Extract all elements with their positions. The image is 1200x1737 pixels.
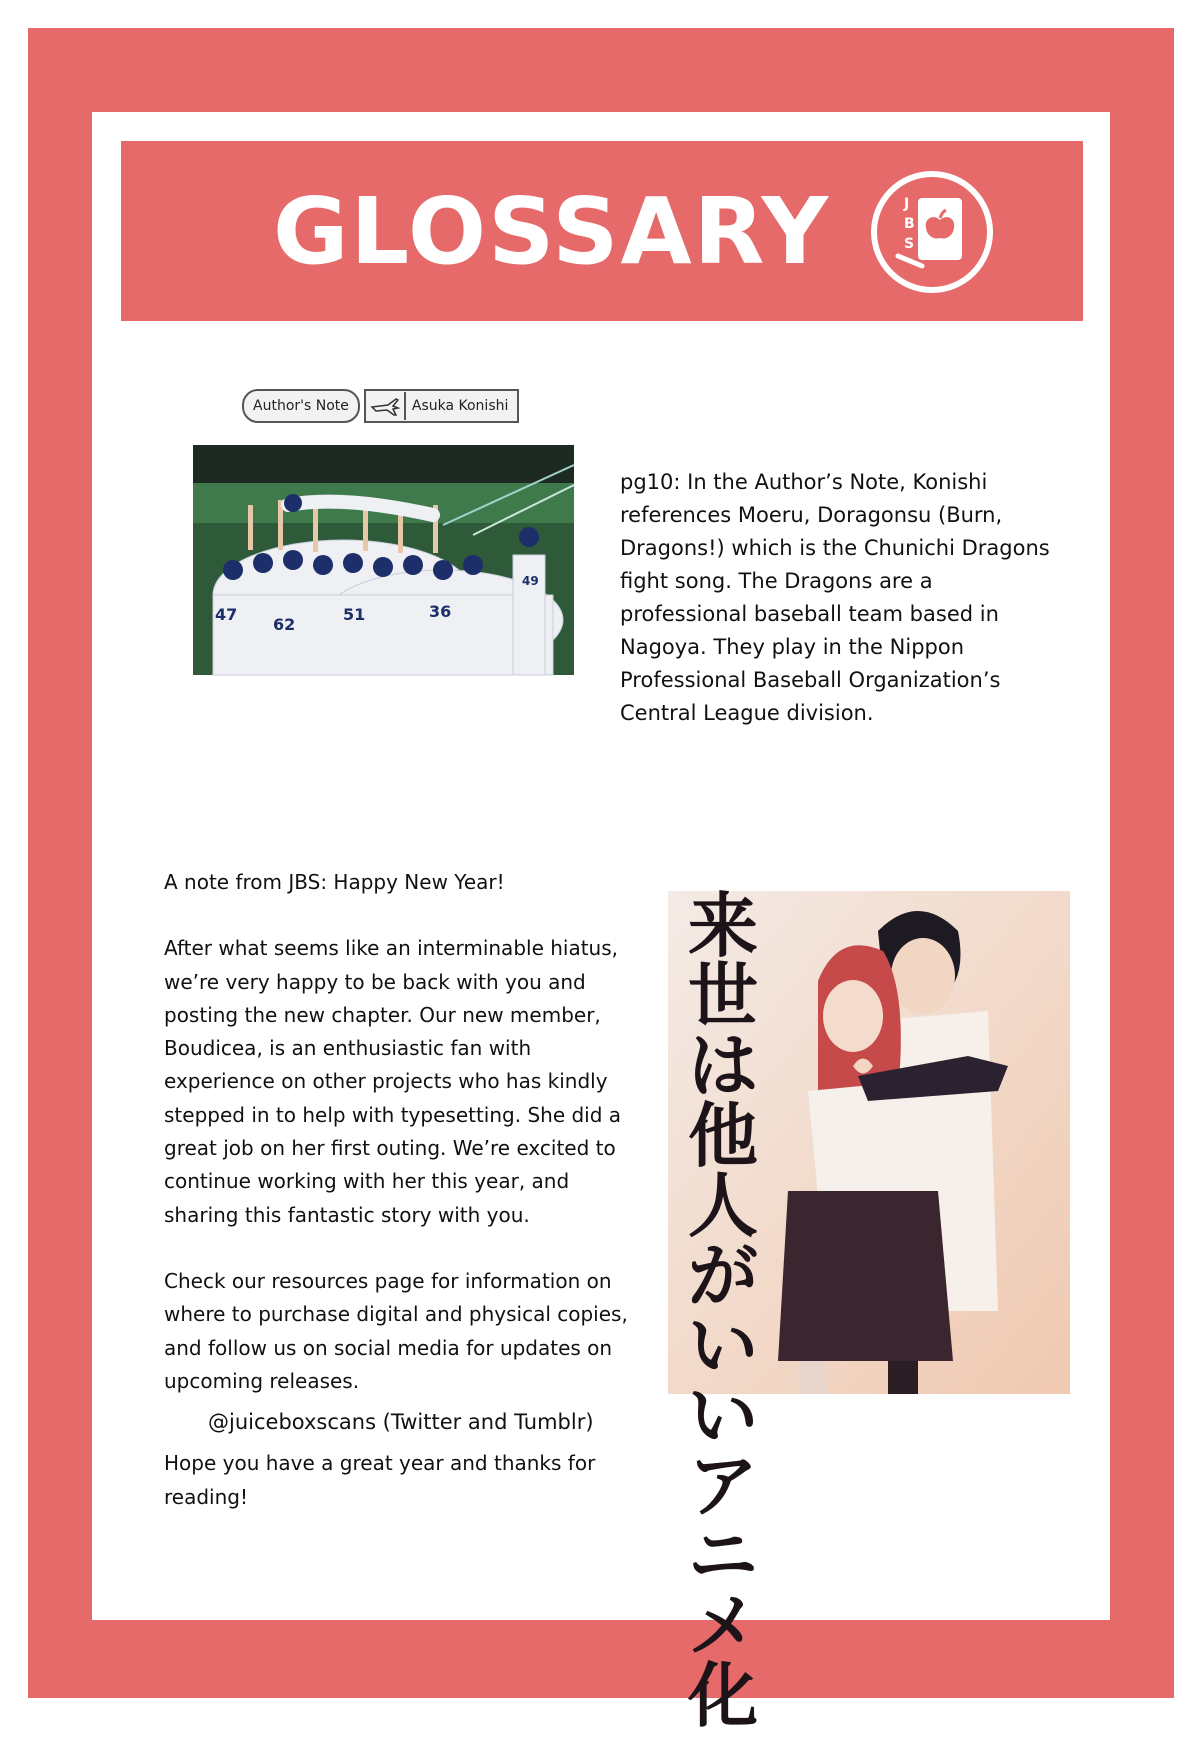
glossary-note-text: pg10: In the Author’s Note, Konishi references Moeru, Doragonsu (Burn, Dragons!) which is the Chunichi Dragons fight song. The Dragons are a professional baseball team based in Nagoya. They play in the Nippon Professional Baseball Organization’s Central League division. <box>620 470 1050 725</box>
svg-text:49: 49 <box>522 574 539 588</box>
glossary-banner <box>121 141 1083 321</box>
jbs-note-heading-line <box>164 866 634 899</box>
airplane-icon <box>366 392 406 420</box>
svg-text:J: J <box>904 196 910 212</box>
svg-text:36: 36 <box>429 602 452 621</box>
closing-line: Hope you have a great year and thanks for reading! <box>164 1451 596 1509</box>
svg-text:51: 51 <box>343 605 366 624</box>
jbs-note-paragraph: After what seems like an interminable hiatus, we’re very happy to be back with you and posting the new chapter. Our new member, Boudicea, is an enthusiastic fan with experience on other projects who has kindly stepped in to help with typesetting. She did a great job on her first outing. We’re excited to continue working with her this year, and sharing this fantastic story with you. <box>164 936 622 1227</box>
author-note-label: Author's Note <box>242 389 360 423</box>
jbs-note-greeting: Happy New Year! <box>327 870 505 894</box>
manga-cover-image <box>668 885 1070 1737</box>
svg-text:47: 47 <box>215 605 238 624</box>
page-title: GLOSSARY <box>273 178 831 285</box>
jbs-note-paragraph: Check our resources page for information on where to purchase digital and physical copies, and follow us on social media for updates on upcoming releases. <box>164 1268 628 1393</box>
jbs-note <box>164 866 634 1514</box>
author-name: Asuka Konishi <box>411 398 509 414</box>
social-handle: @juiceboxscans (Twitter and Tumblr) <box>208 1410 594 1435</box>
baseball-team-photo <box>193 445 574 675</box>
svg-text:S: S <box>904 236 915 252</box>
jbs-note-heading: A note from JBS: <box>164 870 328 894</box>
cover-title: 来世は他人がいいアニメ化 <box>688 885 758 1737</box>
author-name-tag <box>364 389 520 423</box>
jbs-logo-icon <box>868 168 996 296</box>
svg-text:B: B <box>904 216 915 232</box>
svg-text:62: 62 <box>273 615 296 634</box>
author-note-tag <box>242 388 519 424</box>
